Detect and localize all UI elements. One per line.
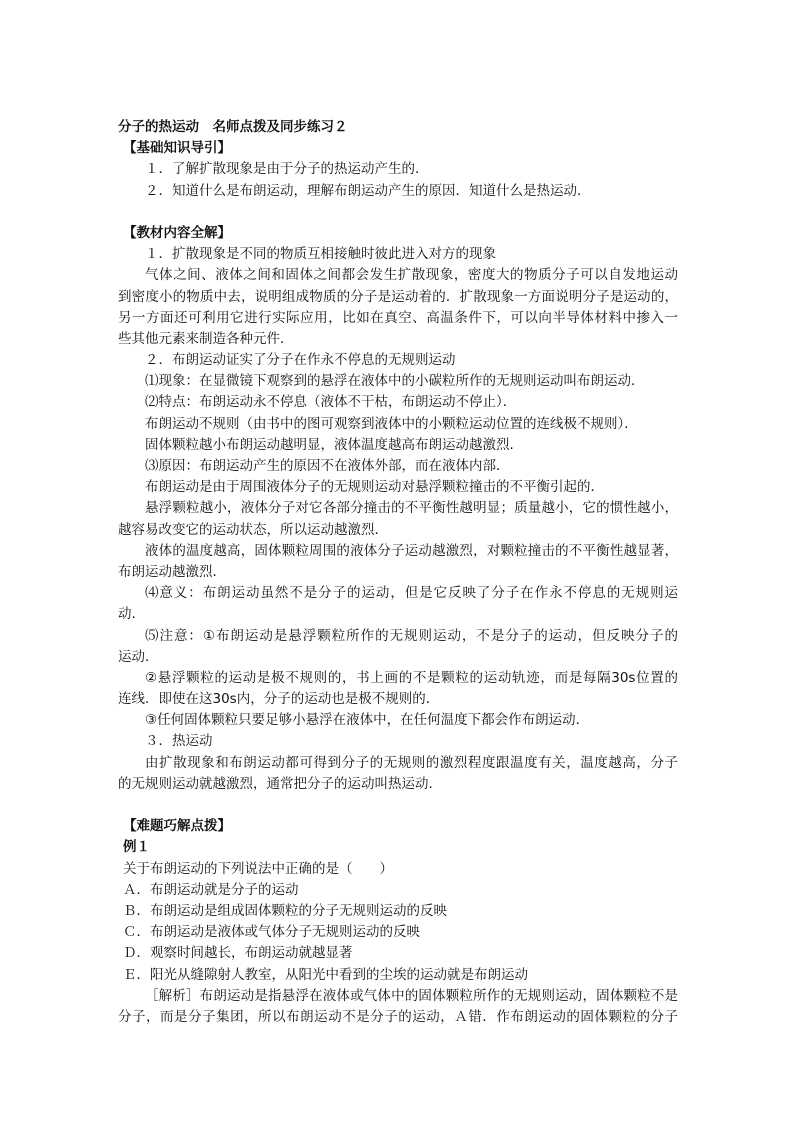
analysis-line: ［解析］布朗运动是指悬浮在液体或气体中的固体颗粒所作的无规则运动，固体颗粒不是 xyxy=(145,987,678,1004)
paragraph-line: ⑶原因：布朗运动产生的原因不在液体外部，而在液体内部． xyxy=(145,458,510,474)
paragraph-line: 另一方面还可利用它进行实际应用，比如在真空、高温条件下，可以向半导体材料中掺入一 xyxy=(118,309,678,326)
paragraph-line: ２．布朗运动证实了分子在作永不停息的无规则运动 xyxy=(145,352,456,369)
question-text: 关于布朗运动的下列说法中正确的是（ ） xyxy=(123,860,393,877)
answer-option-c: Ｃ．布朗运动是液体或气体分子无规则运动的反映 xyxy=(123,924,420,941)
paragraph-line: 布朗运动不规则（由书中的图可观察到液体中的小颗粒运动位置的连线极不规则）． xyxy=(145,415,638,432)
paragraph-line: 越容易改变它的运动状态，所以运动越激烈． xyxy=(118,521,388,538)
list-item: １．了解扩散现象是由于分子的热运动产生的． xyxy=(145,161,429,178)
paragraph-line: 布朗运动越激烈． xyxy=(118,563,226,580)
example-label: 例１ xyxy=(123,839,150,856)
paragraph-line: 连线．即使在这30s内，分子的运动也是极不规则的． xyxy=(118,691,440,708)
paragraph-line: ③任何固体颗粒只要足够小悬浮在液体中，在任何温度下都会作布朗运动． xyxy=(145,712,590,729)
paragraph-line: 布朗运动是由于周围液体分子的无规则运动对悬浮颗粒撞击的不平衡引起的． xyxy=(145,479,604,496)
paragraph-line: 由扩散现象和布朗运动都可得到分子的无规则的激烈程度跟温度有关，温度越高，分子 xyxy=(145,754,678,771)
paragraph-line: 固体颗粒越小布朗运动越明显，液体温度越高布朗运动越激烈． xyxy=(145,436,523,453)
paragraph-line: 运动． xyxy=(118,648,159,665)
paragraph-line: ②悬浮颗粒的运动是极不规则的，书上画的不是颗粒的运动轨迹，而是每隔30s位置的 xyxy=(145,669,678,686)
answer-option-e: Ｅ．阳光从缝隙射人教室，从阳光中看到的尘埃的运动就是布朗运动 xyxy=(123,966,528,983)
paragraph-line: ⑴现象：在显微镜下观察到的悬浮在液体中的小碳粒所作的无规则运动叫布朗运动． xyxy=(145,373,645,390)
document-page xyxy=(118,117,678,1028)
paragraph-line: ⑷意义：布朗运动虽然不是分子的运动，但是它反映了分子在作永不停息的无规则运 xyxy=(145,585,678,602)
paragraph-line: 液体的温度越高，固体颗粒周围的液体分子运动越激烈，对颗粒撞击的不平衡性越显著， xyxy=(145,542,678,559)
paragraph-line: ⑸注意：①布朗运动是悬浮颗粒所作的无规则运动，不是分子的运动，但反映分子的 xyxy=(145,627,678,644)
paragraph-line: 的无规则运动就越激烈，通常把分子的运动叫热运动． xyxy=(118,775,442,792)
paragraph-line: ３．热运动 xyxy=(145,733,213,750)
list-item: ２．知道什么是布朗运动，理解布朗运动产生的原因．知道什么是热运动． xyxy=(145,182,591,199)
paragraph-line: 动． xyxy=(118,606,145,623)
paragraph-line: 悬浮颗粒越小，液体分子对它各部分撞击的不平衡性越明显；质量越小，它的惯性越小， xyxy=(145,500,678,517)
paragraph-line: 气体之间、液体之间和固体之间都会发生扩散现象，密度大的物质分子可以自发地运动 xyxy=(145,267,678,284)
paragraph-line: 到密度小的物质中去，说明组成物质的分子是运动着的．扩散现象一方面说明分子是运动的， xyxy=(118,288,678,305)
spacer xyxy=(118,202,678,223)
section-heading-basics: 【基础知识导引】 xyxy=(123,140,231,157)
paragraph-line: 些其他元素来制造各种元件． xyxy=(118,330,294,347)
document-title: 分子的热运动 名师点拨及同步练习２ xyxy=(118,119,348,135)
spacer xyxy=(118,795,678,816)
paragraph-line: １．扩散现象是不同的物质互相接触时彼此进入对方的现象 xyxy=(145,246,496,263)
section-heading-problems: 【难题巧解点拨】 xyxy=(123,818,231,835)
answer-option-b: Ｂ．布朗运动是组成固体颗粒的分子无规则运动的反映 xyxy=(123,902,447,919)
answer-option-a: Ａ．布朗运动就是分子的运动 xyxy=(123,881,299,898)
analysis-line: 分子，而是分子集团，所以布朗运动不是分子的运动，Ａ错．作布朗运动的固体颗粒的分子 xyxy=(118,1008,678,1025)
paragraph-line: ⑵特点：布朗运动永不停息（液体不干枯，布朗运动不停止）． xyxy=(145,394,517,411)
section-heading-content: 【教材内容全解】 xyxy=(123,224,231,241)
answer-option-d: Ｄ．观察时间越长，布朗运动就越显著 xyxy=(123,945,353,962)
